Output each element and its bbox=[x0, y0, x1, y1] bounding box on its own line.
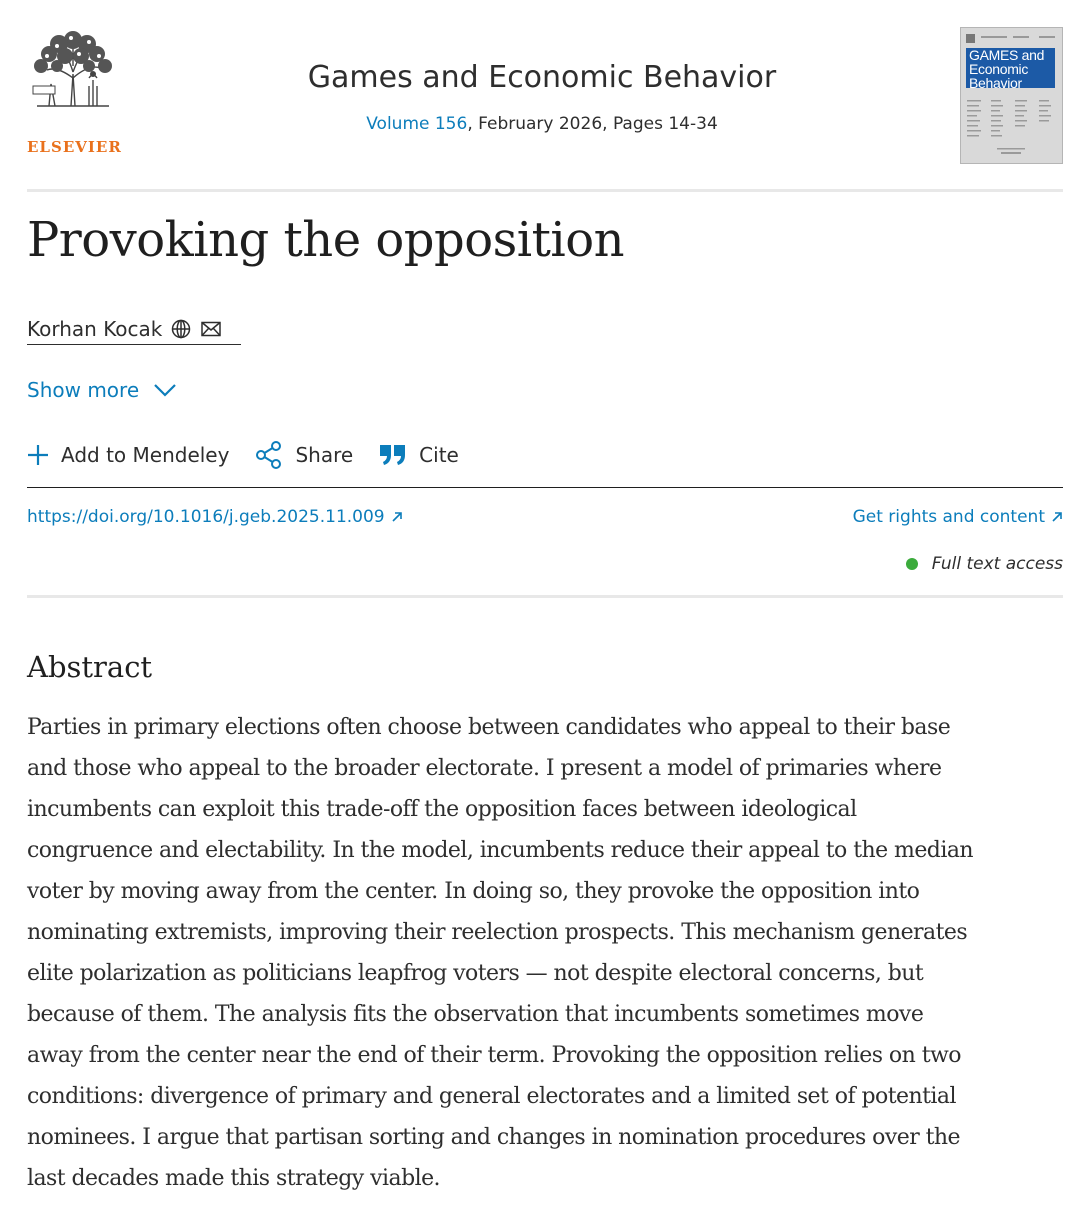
cover-header-icon bbox=[961, 28, 1062, 48]
doi-text: https://doi.org/10.1016/j.geb.2025.11.009 bbox=[27, 507, 385, 527]
show-more-button[interactable] bbox=[27, 378, 177, 402]
abstract-body bbox=[27, 707, 1063, 1199]
abstract-line: nominees. I argue that partisan sorting and changes in nomination procedures over the bbox=[27, 1125, 961, 1150]
globe-icon[interactable] bbox=[170, 318, 192, 340]
access-status bbox=[906, 554, 1063, 574]
chevron-down-icon bbox=[153, 383, 177, 397]
mendeley-label: Add to Mendeley bbox=[61, 443, 230, 467]
share-label: Share bbox=[295, 443, 354, 467]
abstract-line: elite polarization as politicians leapfrog voters — not despite electoral concerns, but bbox=[27, 961, 924, 986]
cite-label: Cite bbox=[419, 443, 459, 467]
abstract-line: congruence and electability. In the model, incumbents reduce their appeal to the median bbox=[27, 838, 974, 863]
access-dot-icon bbox=[906, 558, 918, 570]
show-more-label: Show more bbox=[27, 378, 140, 402]
abstract-line: last decades made this strategy viable. bbox=[27, 1166, 440, 1191]
article-page bbox=[27, 0, 1063, 1218]
elsevier-wordmark: ELSEVIER bbox=[27, 138, 122, 156]
cite-button[interactable] bbox=[379, 443, 459, 467]
add-to-mendeley-button[interactable] bbox=[27, 443, 229, 467]
cover-title-line: GAMES and bbox=[969, 47, 1045, 63]
author-link[interactable] bbox=[27, 314, 241, 345]
journal-title[interactable]: Games and Economic Behavior bbox=[307, 60, 777, 95]
abstract-line: voter by moving away from the center. In doing so, they provoke the opposition into bbox=[27, 879, 920, 904]
issue-info bbox=[177, 114, 907, 134]
email-icon[interactable] bbox=[200, 318, 222, 340]
access-label: Full text access bbox=[931, 554, 1063, 574]
external-link-icon bbox=[1051, 511, 1063, 523]
plus-icon bbox=[27, 444, 49, 466]
doi-link[interactable] bbox=[27, 507, 403, 527]
cover-title-line: Behavior bbox=[969, 75, 1022, 91]
quote-icon bbox=[379, 443, 407, 467]
abstract-line: conditions: divergence of primary and general electorates and a limited set of potential bbox=[27, 1084, 956, 1109]
issue-details: , February 2026, Pages 14-34 bbox=[467, 114, 718, 134]
share-button[interactable] bbox=[255, 441, 353, 469]
cover-contents-icon bbox=[967, 100, 1055, 158]
cover-title bbox=[966, 47, 1055, 91]
header-divider bbox=[27, 189, 1063, 192]
elsevier-tree-icon bbox=[27, 26, 119, 110]
abstract-line: because of them. The analysis fits the observation that incumbents sometimes move bbox=[27, 1002, 924, 1027]
volume-link[interactable]: Volume 156 bbox=[366, 114, 468, 134]
article-title: Provoking the opposition bbox=[27, 212, 625, 268]
abstract-line: Parties in primary elections often choose between candidates who appeal to their base bbox=[27, 715, 951, 740]
article-actions bbox=[27, 440, 485, 470]
rights-link[interactable] bbox=[853, 507, 1063, 527]
header bbox=[27, 0, 1063, 190]
actions-divider bbox=[27, 487, 1063, 488]
abstract-line: and those who appeal to the broader electorate. I present a model of primaries where bbox=[27, 756, 942, 781]
abstract-line: nominating extremists, improving their reelection prospects. This mechanism generates bbox=[27, 920, 968, 945]
journal-cover-thumbnail[interactable] bbox=[960, 27, 1063, 164]
elsevier-logo[interactable] bbox=[27, 26, 122, 156]
abstract-line: away from the center near the end of their term. Provoking the opposition relies on two bbox=[27, 1043, 961, 1068]
section-divider bbox=[27, 595, 1063, 598]
share-icon bbox=[255, 441, 283, 469]
author-name[interactable]: Korhan Kocak bbox=[27, 317, 163, 341]
abstract-line: incumbents can exploit this trade-off the opposition faces between ideological bbox=[27, 797, 857, 822]
external-link-icon bbox=[391, 511, 403, 523]
rights-text: Get rights and content bbox=[852, 507, 1045, 527]
abstract-heading: Abstract bbox=[27, 650, 153, 684]
cover-title-line: Economic bbox=[969, 61, 1029, 77]
